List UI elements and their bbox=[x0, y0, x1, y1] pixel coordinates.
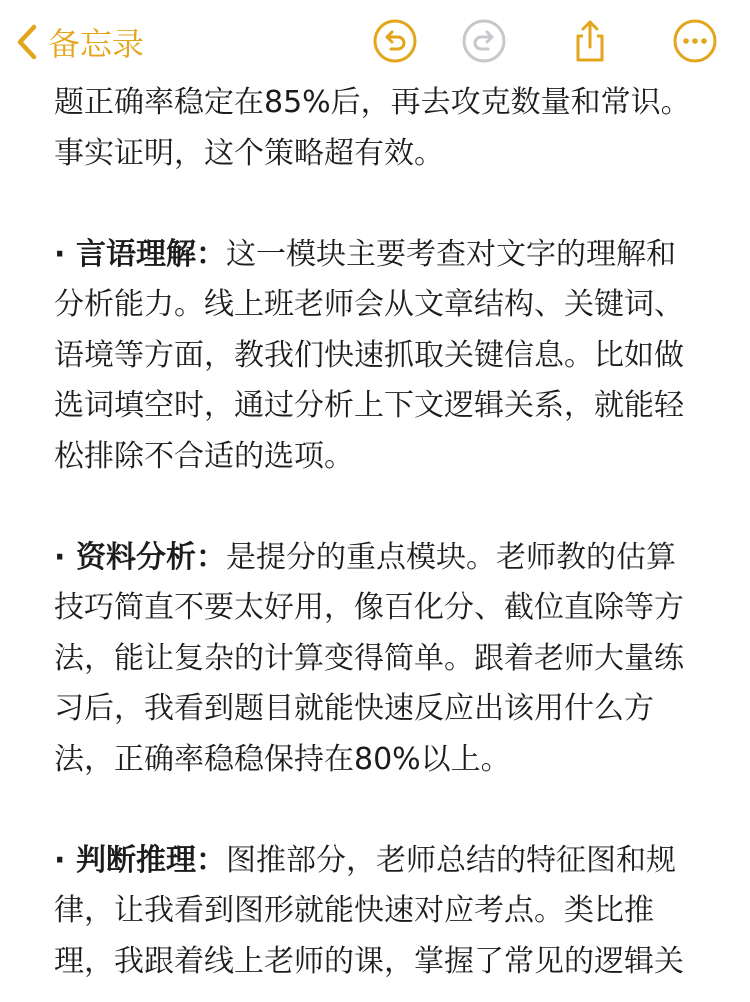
text-line: 题正确率稳定在85%后，再去攻克数量和常识。 bbox=[54, 85, 691, 120]
navigation-bar bbox=[0, 0, 750, 84]
section-logical-reasoning bbox=[54, 836, 714, 988]
text-run: 图推部分，老师总结的特征图和规 bbox=[226, 842, 676, 878]
text-run: 这一模块主要考查对文字的理解和 bbox=[226, 236, 676, 272]
section-data-analysis bbox=[54, 533, 714, 786]
text-line: 选词填空时，通过分析上下文逻辑关系，就能轻 bbox=[54, 388, 684, 423]
chevron-left-icon bbox=[12, 22, 42, 62]
section-heading: 资料分析： bbox=[76, 539, 226, 575]
undo-icon bbox=[372, 18, 418, 64]
text-line: 语境等方面，教我们快速抓取关键信息。比如做 bbox=[54, 337, 684, 373]
intro-paragraph bbox=[54, 78, 714, 179]
text-line: 法，正确率稳稳保持在80%以上。 bbox=[54, 741, 511, 777]
text-line: 技巧简直不要太好用，像百化分、截位直除等方 bbox=[54, 590, 684, 625]
text-line: 习后，我看到题目就能快速反应出该用什么方 bbox=[54, 691, 654, 726]
text-line: 理，我跟着线上老师的课，掌握了常见的逻辑关 bbox=[54, 943, 684, 979]
bullet: · bbox=[54, 236, 66, 272]
text-line: 法，能让复杂的计算变得简单。跟着老师大量练 bbox=[54, 640, 684, 676]
text-line: 事实证明，这个策略超有效。 bbox=[54, 135, 444, 171]
redo-icon bbox=[461, 18, 507, 64]
section-verbal-comprehension bbox=[54, 230, 714, 483]
paragraph-gap bbox=[54, 785, 714, 836]
share-icon bbox=[567, 18, 613, 64]
more-button[interactable] bbox=[672, 18, 718, 64]
back-label: 备忘录 bbox=[48, 25, 145, 63]
section-heading: 言语理解： bbox=[76, 236, 226, 272]
text-run: 是提分的重点模块。老师教的估算 bbox=[226, 539, 676, 575]
note-body[interactable] bbox=[54, 78, 714, 987]
section-first-line bbox=[54, 230, 714, 281]
bullet: · bbox=[54, 539, 66, 575]
text-line: 松排除不合适的选项。 bbox=[54, 438, 354, 474]
section-first-line bbox=[54, 836, 714, 887]
undo-button[interactable] bbox=[372, 18, 418, 64]
text-line: 律，让我看到图形就能快速对应考点。类比推 bbox=[54, 893, 654, 928]
more-icon bbox=[672, 18, 718, 64]
paragraph-gap bbox=[54, 179, 714, 230]
section-heading: 判断推理： bbox=[76, 842, 226, 878]
section-first-line bbox=[54, 533, 714, 584]
share-button[interactable] bbox=[567, 18, 613, 64]
text-line: 分析能力。线上班老师会从文章结构、关键词、 bbox=[54, 287, 684, 322]
paragraph-gap bbox=[54, 482, 714, 533]
back-button[interactable] bbox=[12, 18, 144, 66]
bullet: · bbox=[54, 842, 66, 878]
redo-button[interactable] bbox=[461, 18, 507, 64]
